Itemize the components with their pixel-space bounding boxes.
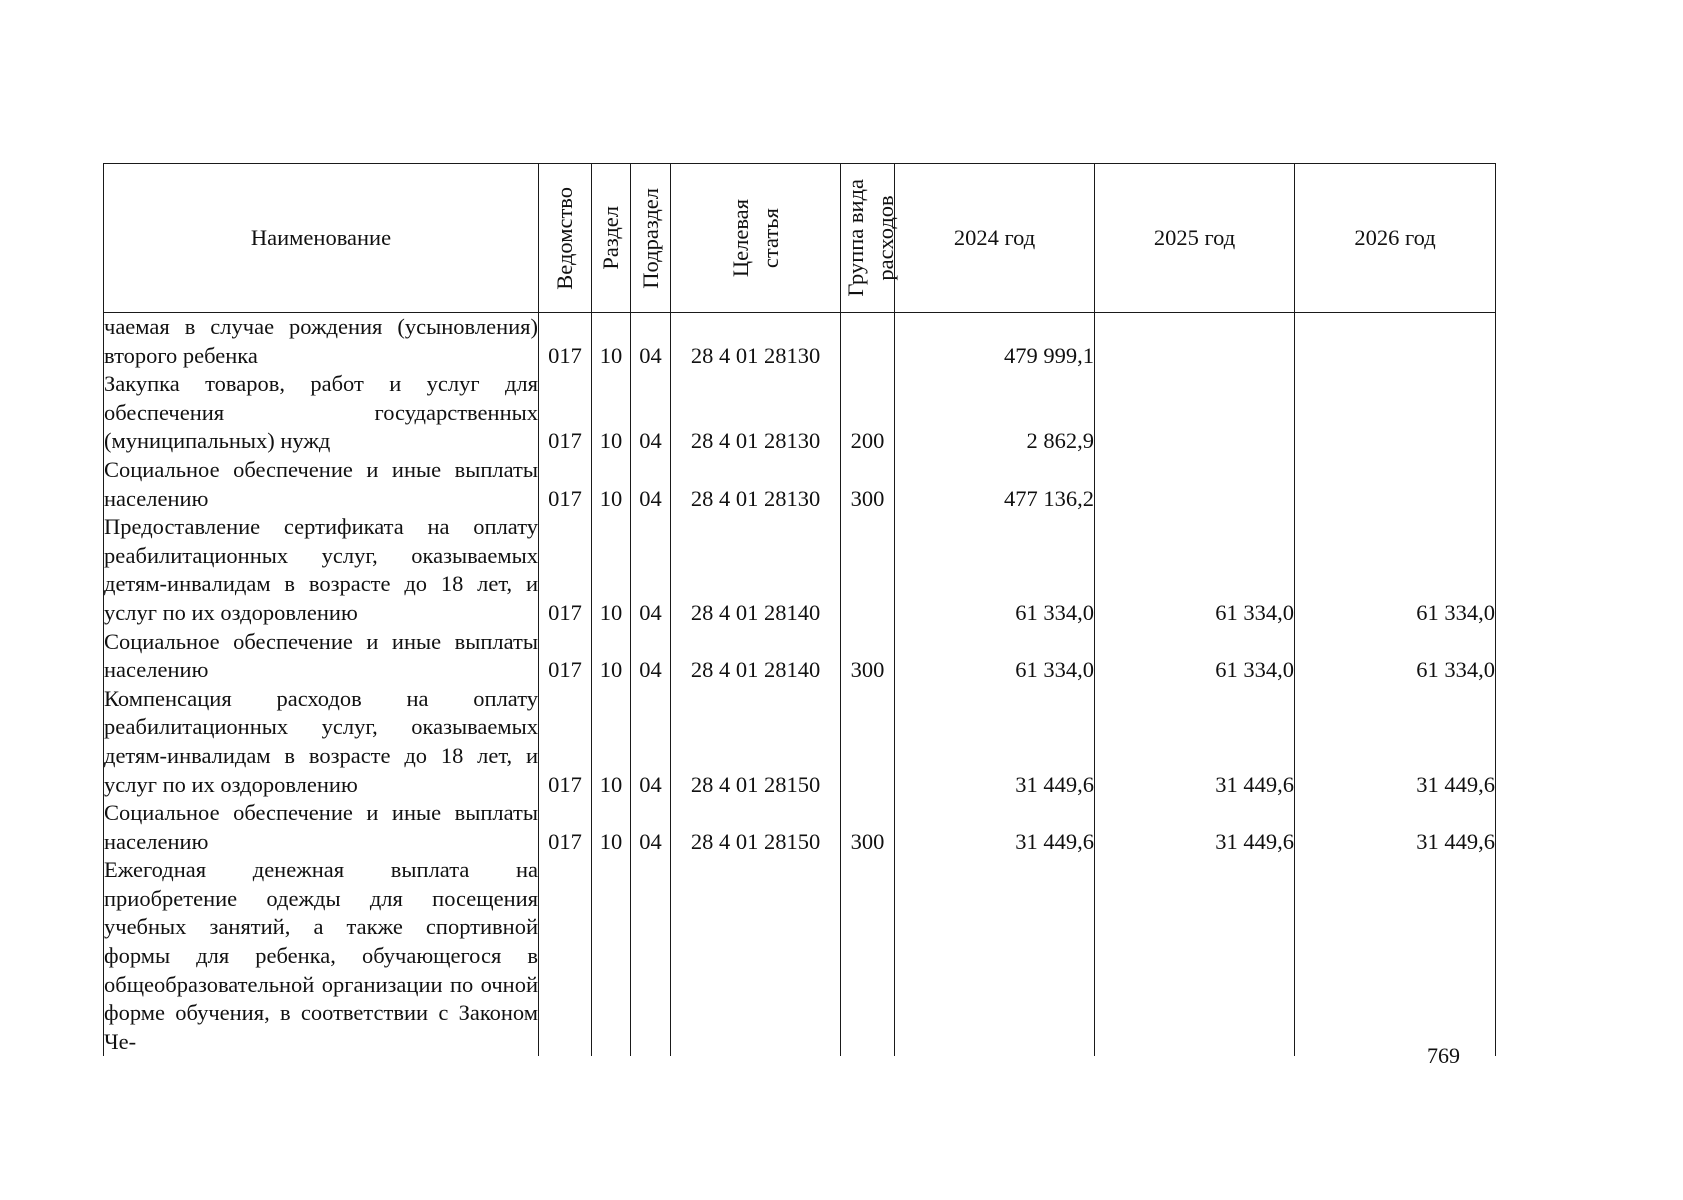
- row-gruppa: [841, 856, 895, 1056]
- row-2024: 2 862,9: [895, 370, 1095, 456]
- row-vedomstvo: 017: [539, 313, 592, 371]
- row-podrazdel: 04: [631, 513, 671, 627]
- row-2026: [1295, 370, 1496, 456]
- row-gruppa: [841, 685, 895, 799]
- table-row: [104, 799, 1496, 856]
- row-2024: [895, 856, 1095, 1056]
- row-2026: 31 449,6: [1295, 685, 1496, 799]
- row-vedomstvo: 017: [539, 456, 592, 513]
- row-2025: 61 334,0: [1095, 513, 1295, 627]
- row-2026: 61 334,0: [1295, 628, 1496, 685]
- row-name: Социальное обеспечение и иные выплаты населению: [104, 799, 539, 856]
- row-razdel: 10: [592, 628, 631, 685]
- row-podrazdel: 04: [631, 799, 671, 856]
- row-2025: [1095, 313, 1295, 371]
- row-2025: [1095, 856, 1295, 1056]
- row-gruppa: [841, 513, 895, 627]
- table-row: [104, 313, 1496, 371]
- row-razdel: 10: [592, 685, 631, 799]
- row-2025: 31 449,6: [1095, 799, 1295, 856]
- row-2026: [1295, 313, 1496, 371]
- row-razdel: 10: [592, 513, 631, 627]
- row-vedomstvo: 017: [539, 799, 592, 856]
- row-2025: 31 449,6: [1095, 685, 1295, 799]
- row-celevaya-statya: 28 4 01 28130: [671, 313, 841, 371]
- row-celevaya-statya: 28 4 01 28140: [671, 628, 841, 685]
- table-row: [104, 370, 1496, 456]
- row-2025: [1095, 456, 1295, 513]
- row-2026: [1295, 856, 1496, 1056]
- row-name: Предоставление сертификата на оплату реабилитационных услуг, оказываемых детям-инвалидам в возрасте до 18 лет, и услуг по их оздоровлению: [104, 513, 539, 627]
- row-2024: 61 334,0: [895, 513, 1095, 627]
- row-2024: 477 136,2: [895, 456, 1095, 513]
- row-razdel: 10: [592, 456, 631, 513]
- row-celevaya-statya: 28 4 01 28150: [671, 685, 841, 799]
- row-celevaya-statya: [671, 856, 841, 1056]
- header-name: Наименование: [104, 164, 539, 313]
- header-gruppa-vida-rashodov: Группа вида расходов: [841, 164, 895, 313]
- row-podrazdel: 04: [631, 628, 671, 685]
- row-celevaya-statya: 28 4 01 28130: [671, 370, 841, 456]
- row-razdel: 10: [592, 313, 631, 371]
- table-row: [104, 685, 1496, 799]
- row-vedomstvo: 017: [539, 513, 592, 627]
- row-2025: 61 334,0: [1095, 628, 1295, 685]
- row-gruppa: 300: [841, 628, 895, 685]
- row-podrazdel: 04: [631, 370, 671, 456]
- header-2024: 2024 год: [895, 164, 1095, 313]
- row-2026: [1295, 456, 1496, 513]
- row-podrazdel: 04: [631, 456, 671, 513]
- row-name: Социальное обеспечение и иные выплаты населению: [104, 628, 539, 685]
- row-vedomstvo: 017: [539, 628, 592, 685]
- row-gruppa: [841, 313, 895, 371]
- row-razdel: [592, 856, 631, 1056]
- row-vedomstvo: [539, 856, 592, 1056]
- row-2025: [1095, 370, 1295, 456]
- row-2026: 31 449,6: [1295, 799, 1496, 856]
- row-2024: 31 449,6: [895, 799, 1095, 856]
- row-podrazdel: 04: [631, 313, 671, 371]
- page-number: 769: [1427, 1043, 1460, 1068]
- header-vedomstvo: Ведомство: [539, 164, 592, 313]
- header-razdel: Раздел: [592, 164, 631, 313]
- row-name: Закупка товаров, работ и услуг для обеспечения государственных (муниципальных) нужд: [104, 370, 539, 456]
- row-celevaya-statya: 28 4 01 28130: [671, 456, 841, 513]
- budget-table: [103, 163, 1496, 1056]
- row-gruppa: 300: [841, 456, 895, 513]
- row-razdel: 10: [592, 370, 631, 456]
- row-2024: 61 334,0: [895, 628, 1095, 685]
- row-2024: 479 999,1: [895, 313, 1095, 371]
- row-podrazdel: 04: [631, 685, 671, 799]
- row-podrazdel: [631, 856, 671, 1056]
- header-2025: 2025 год: [1095, 164, 1295, 313]
- row-celevaya-statya: 28 4 01 28140: [671, 513, 841, 627]
- row-name: Ежегодная денежная выплата на приобретение одежды для посещения учебных занятий, а также спортивной формы для ребенка, обучающегося в общеобразовательной организации по очной форме обучения, в соответствии с Законом Че-: [104, 856, 539, 1056]
- row-name: Компенсация расходов на оплату реабилитационных услуг, оказываемых детям-инвалидам в возрасте до 18 лет, и услуг по их оздоровлению: [104, 685, 539, 799]
- row-vedomstvo: 017: [539, 370, 592, 456]
- row-2026: 61 334,0: [1295, 513, 1496, 627]
- row-name: чаемая в случае рождения (усыновления) второго ребенка: [104, 313, 539, 371]
- row-celevaya-statya: 28 4 01 28150: [671, 799, 841, 856]
- row-gruppa: 200: [841, 370, 895, 456]
- row-name: Социальное обеспечение и иные выплаты населению: [104, 456, 539, 513]
- row-razdel: 10: [592, 799, 631, 856]
- table-header-row: [104, 164, 1496, 313]
- table-row: [104, 513, 1496, 627]
- table-row: [104, 856, 1496, 1056]
- table-row: [104, 456, 1496, 513]
- header-podrazdel: Подраздел: [631, 164, 671, 313]
- row-2024: 31 449,6: [895, 685, 1095, 799]
- header-2026: 2026 год: [1295, 164, 1496, 313]
- row-gruppa: 300: [841, 799, 895, 856]
- row-vedomstvo: 017: [539, 685, 592, 799]
- header-celevaya-statya: Целевая статья: [671, 164, 841, 313]
- table-row: [104, 628, 1496, 685]
